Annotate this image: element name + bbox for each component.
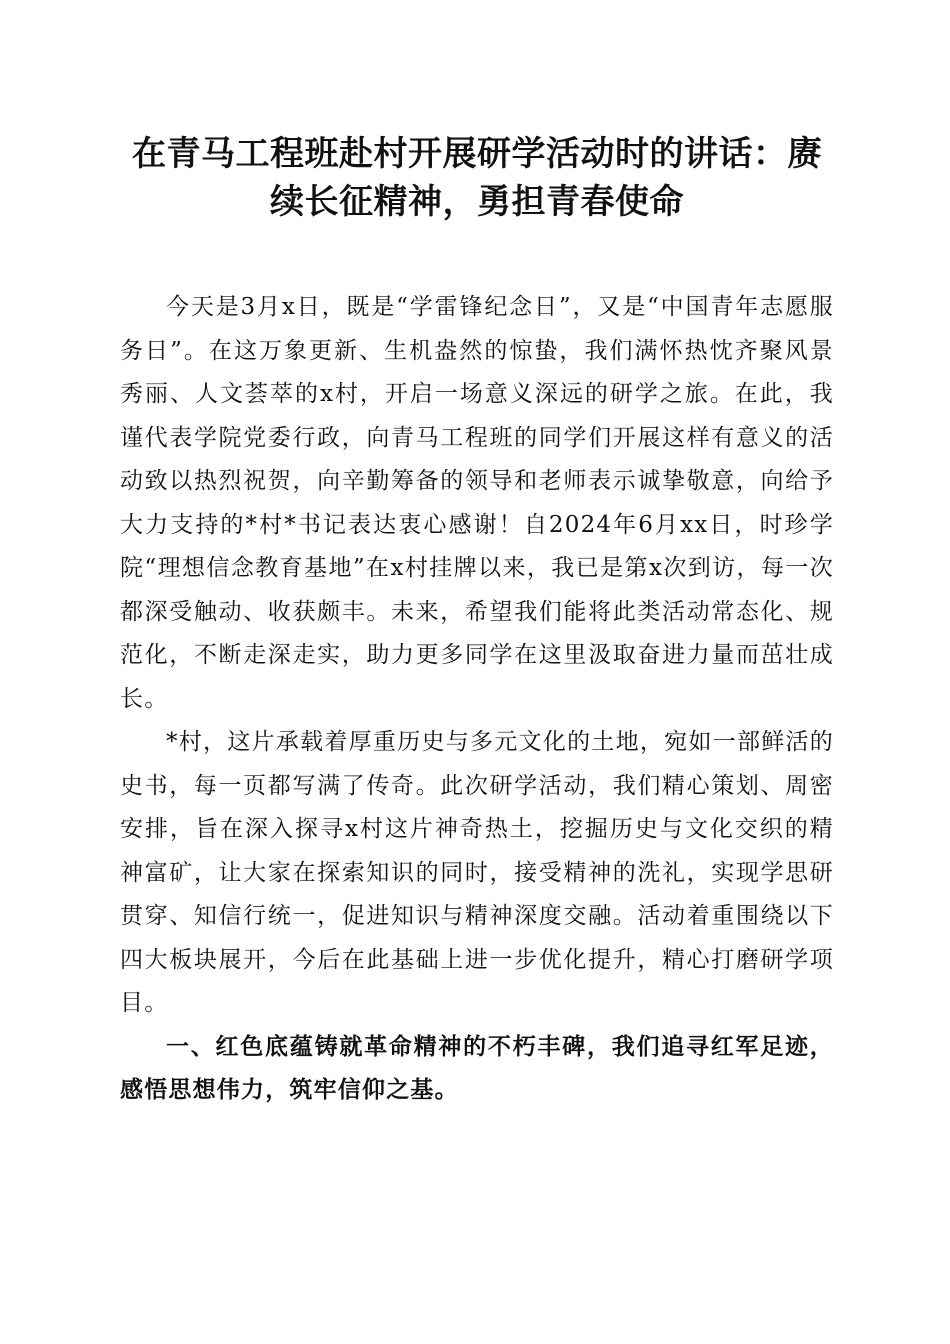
section-heading-1: 一、红色底蕴铸就革命精神的不朽丰碑，我们追寻红军足迹，感悟思想伟力，筑牢信仰之基。 [120,1033,834,1103]
document-body [120,286,834,1113]
document-page [120,130,834,1113]
document-title: 在青马工程班赴村开展研学活动时的讲话：赓续长征精神，勇担青春使命 [132,134,822,222]
paragraph-village: *村，这片承载着厚重历史与多元文化的土地，宛如一部鲜活的史书，每一页都写满了传奇。此次研学活动，我们精心策划、周密安排，旨在深入探寻x村这片神奇热土，挖掘历史与文化交织的精神富矿，让大家在探索知识的同时，接受精神的洗礼，实现学思研贯穿、知信行统一，促进知识与精神深度交融。活动着重围绕以下四大板块展开，今后在此基础上进一步优化提升，精心打磨研学项目。 [120,729,834,1016]
paragraph-intro: 今天是3月x日，既是“学雷锋纪念日”，又是“中国青年志愿服务日”。在这万象更新、生机盎然的惊蛰，我们满怀热忱齐聚风景秀丽、人文荟萃的x村，开启一场意义深远的研学之旅。在此，我谨代表学院党委行政，向青马工程班的同学们开展这样有意义的活动致以热烈祝贺，向辛勤筹备的领导和老师表示诚挚敬意，向给予大力支持的*村*书记表达衷心感谢！自2024年6月xx日，时珍学院“理想信念教育基地”在x村挂牌以来，我已是第x次到访，每一次都深受触动、收获颇丰。未来，希望我们能将此类活动常态化、规范化，不断走深走实，助力更多同学在这里汲取奋进力量而茁壮成长。 [120,294,834,712]
